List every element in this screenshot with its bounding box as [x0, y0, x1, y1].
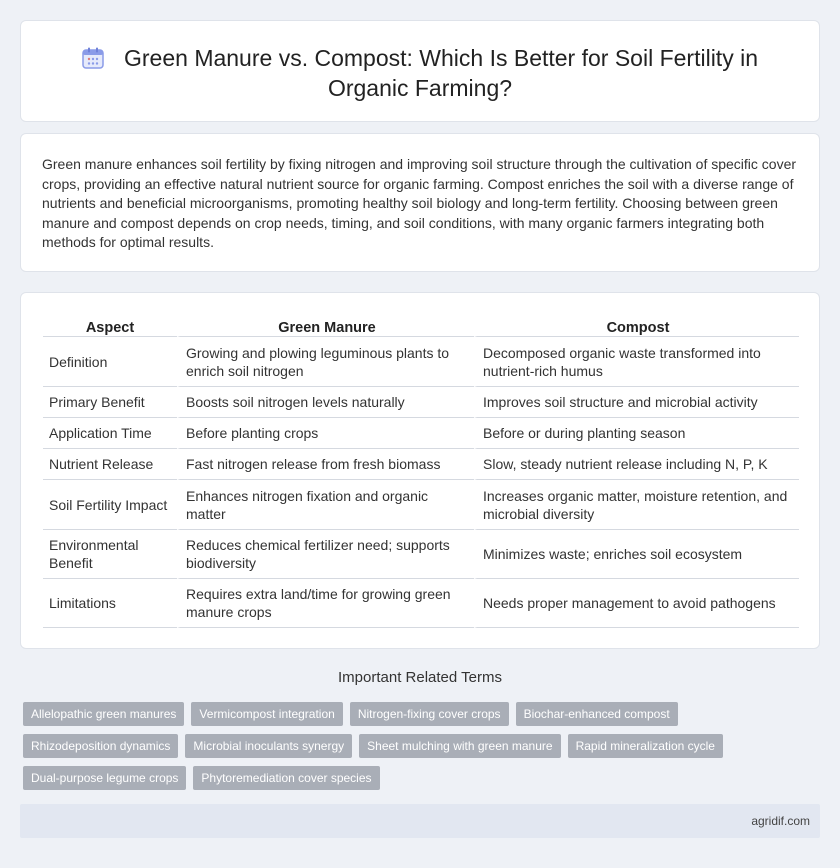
related-terms-list: [23, 702, 817, 798]
cell-green-manure: Reduces chemical fertilizer need; supports biodiversity: [177, 530, 474, 579]
intro-paragraph: Green manure enhances soil fertility by fixing nitrogen and improving soil structure through the cultivation of specific cover crops, providing an effective natural nutrient source for organic farming. Compost enriches the soil with a diverse range of nutrients and beneficial microorganisms, promoting healthy soil biology and long-term fertility. Choosing between green manure and compost depends on crop needs, timing, and soil conditions, with many organic farmers integrating both methods for optimal results.: [42, 156, 797, 251]
related-terms-title: Important Related Terms: [338, 669, 502, 686]
cell-green-manure: Growing and plowing leguminous plants to enrich soil nitrogen: [177, 337, 474, 387]
calendar-icon: [82, 47, 104, 69]
footer-site-link[interactable]: agridif.com: [751, 814, 810, 828]
related-term-tag[interactable]: Nitrogen-fixing cover crops: [350, 702, 509, 726]
cell-green-manure: Enhances nitrogen fixation and organic matter: [177, 480, 474, 530]
cell-compost: Improves soil structure and microbial activity: [474, 387, 799, 418]
footer: [20, 804, 820, 838]
related-term-tag[interactable]: Vermicompost integration: [191, 702, 342, 726]
cell-aspect: Definition: [43, 337, 177, 387]
tag-row: [23, 734, 817, 758]
page-title: Green Manure vs. Compost: Which Is Better for Soil Fertility in Organic Farming?: [124, 45, 758, 101]
intro-card: [20, 133, 820, 272]
header-green-manure: Green Manure: [177, 315, 474, 337]
cell-aspect: Nutrient Release: [43, 449, 177, 480]
related-term-tag[interactable]: Rapid mineralization cycle: [568, 734, 723, 758]
table-row: [43, 337, 799, 387]
related-term-tag[interactable]: Allelopathic green manures: [23, 702, 184, 726]
table-row: [43, 449, 799, 480]
header-aspect: Aspect: [43, 315, 177, 337]
table-row: [43, 530, 799, 579]
cell-compost: Needs proper management to avoid pathogens: [474, 579, 799, 628]
header-compost: Compost: [474, 315, 799, 337]
cell-green-manure: Boosts soil nitrogen levels naturally: [177, 387, 474, 418]
related-term-tag[interactable]: Sheet mulching with green manure: [359, 734, 560, 758]
related-term-tag[interactable]: Rhizodeposition dynamics: [23, 734, 178, 758]
cell-aspect: Soil Fertility Impact: [43, 480, 177, 530]
related-term-tag[interactable]: Dual-purpose legume crops: [23, 766, 186, 790]
page-title-wrap: [21, 43, 819, 103]
cell-compost: Before or during planting season: [474, 418, 799, 449]
cell-compost: Slow, steady nutrient release including N, P, K: [474, 449, 799, 480]
related-term-tag[interactable]: Phytoremediation cover species: [193, 766, 379, 790]
comparison-table: [43, 315, 799, 628]
table-row: [43, 387, 799, 418]
tag-row: [23, 702, 817, 726]
comparison-table-card: [20, 292, 820, 649]
cell-aspect: Environmental Benefit: [43, 530, 177, 579]
cell-aspect: Primary Benefit: [43, 387, 177, 418]
related-term-tag[interactable]: Biochar-enhanced compost: [516, 702, 678, 726]
cell-green-manure: Before planting crops: [177, 418, 474, 449]
table-header-row: [43, 315, 799, 337]
table-row: [43, 418, 799, 449]
cell-compost: Decomposed organic waste transformed into nutrient-rich humus: [474, 337, 799, 387]
cell-green-manure: Fast nitrogen release from fresh biomass: [177, 449, 474, 480]
table-row: [43, 579, 799, 628]
title-card: [20, 20, 820, 122]
tag-row: [23, 766, 817, 790]
related-term-tag[interactable]: Microbial inoculants synergy: [185, 734, 352, 758]
cell-aspect: Application Time: [43, 418, 177, 449]
cell-green-manure: Requires extra land/time for growing green manure crops: [177, 579, 474, 628]
cell-compost: Minimizes waste; enriches soil ecosystem: [474, 530, 799, 579]
cell-aspect: Limitations: [43, 579, 177, 628]
table-row: [43, 480, 799, 530]
cell-compost: Increases organic matter, moisture retention, and microbial diversity: [474, 480, 799, 530]
